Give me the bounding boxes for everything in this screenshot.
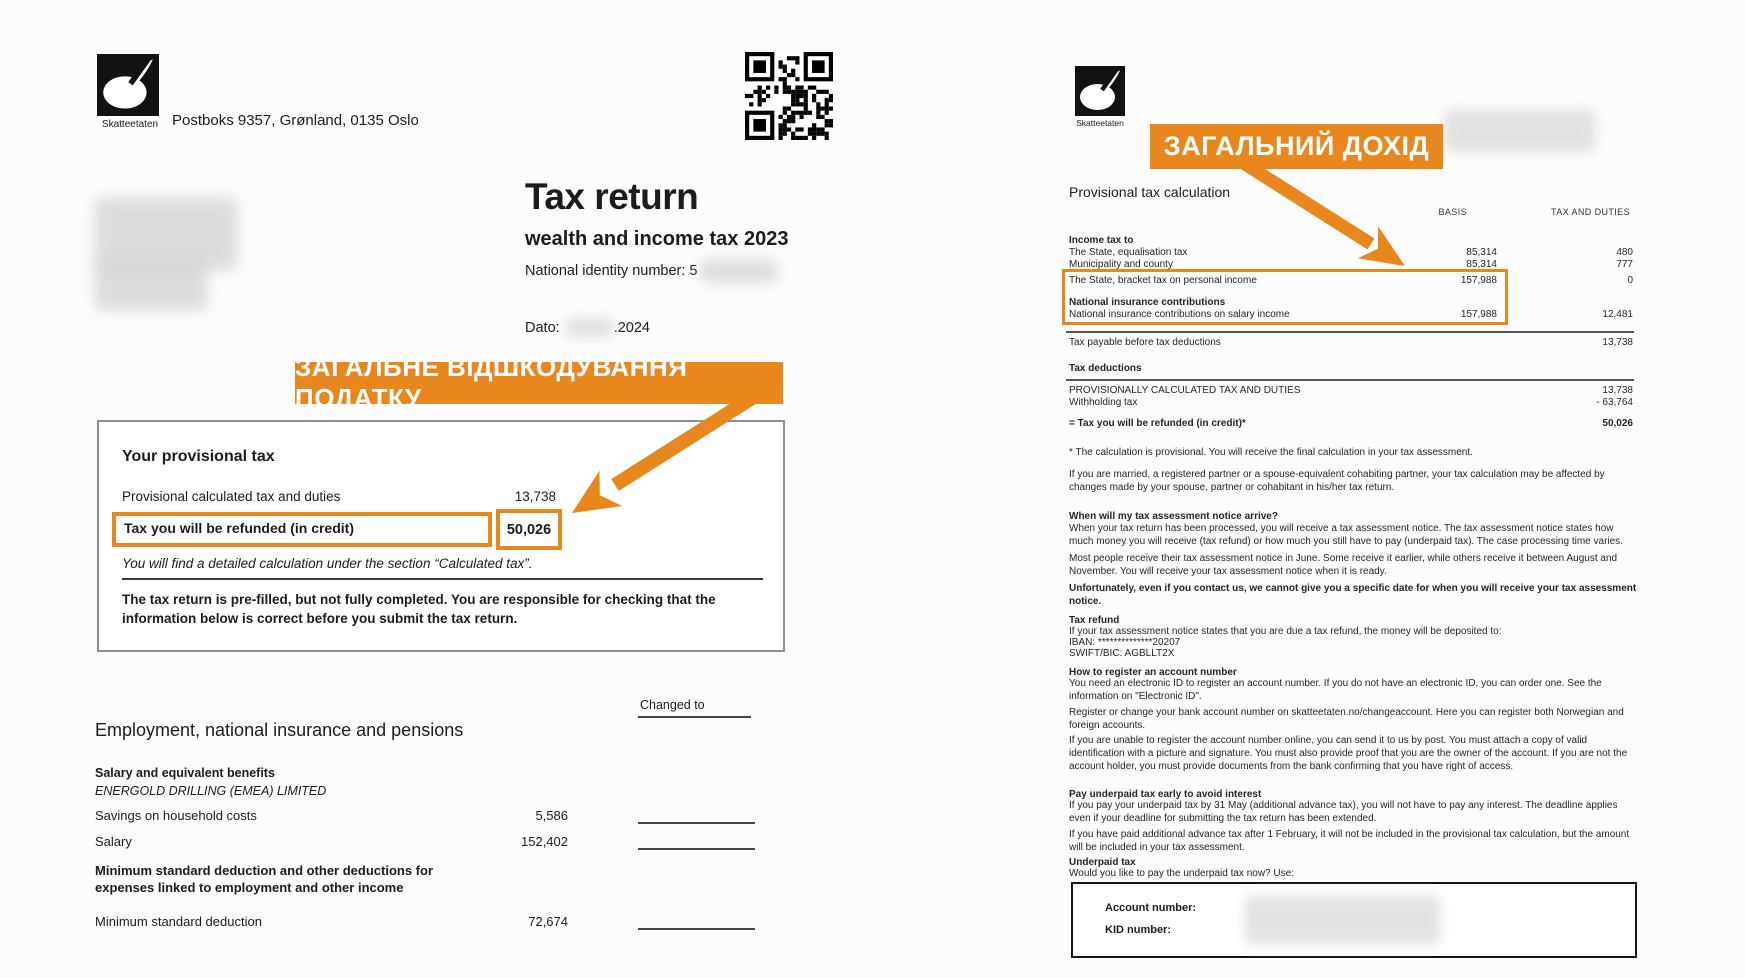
- income-highlight-box: [1062, 269, 1508, 325]
- calc-row-label: Withholding tax: [1069, 397, 1138, 408]
- logo-caption: Skatteetaten: [101, 119, 159, 130]
- divider: [122, 578, 763, 580]
- provisional-row1-label: Provisional calculated tax and duties: [122, 489, 341, 504]
- skatteetaten-logo-icon: [1075, 66, 1125, 116]
- employment-heading: Employment, national insurance and pensions: [95, 720, 464, 740]
- qr-code-icon: [745, 52, 833, 140]
- changed-to-line: [638, 928, 755, 930]
- column-header-tax-and-duties: TAX AND DUTIES: [1551, 207, 1630, 217]
- sender-address: Postboks 9357, Grønland, 0135 Oslo: [172, 112, 419, 129]
- employment-row-label: Salary: [95, 834, 132, 849]
- provisional-warning: The tax return is pre-filled, but not fully completed. You are responsible for checking that the information below is correct before you submit the tax return.: [122, 592, 716, 626]
- iban-line: IBAN: **************20207: [1069, 637, 1181, 648]
- date-label: Dato:: [525, 319, 560, 336]
- table-row-basis: 85,314: [1466, 247, 1497, 258]
- tax-deductions-heading: Tax deductions: [1069, 363, 1142, 374]
- calc-row-value: 13,738: [1602, 385, 1633, 396]
- redacted-account-values: [1245, 896, 1440, 944]
- register-heading: How to register an account number: [1069, 667, 1237, 678]
- table-row-label: National insurance contributions on salary income: [1069, 309, 1290, 320]
- refund-callout-label: ЗАГАЛЬНЕ ВІДШКОДУВАННЯ ПОДАТКУ: [295, 362, 783, 404]
- redacted-recipient-block-2: [95, 262, 207, 310]
- date-line: [525, 318, 650, 337]
- date-year: .2024: [613, 319, 650, 336]
- changed-to-underline: [638, 716, 751, 718]
- calculation-heading: Provisional tax calculation: [1069, 184, 1231, 200]
- divider: [1066, 379, 1634, 381]
- column-header-basis: BASIS: [1438, 207, 1467, 217]
- pay-early-paragraph-1: If you pay your underpaid tax by 31 May (additional advance tax), you will not have to pay any interest. The deadline applies even if your deadline for submitting the tax return has been extended.: [1069, 800, 1618, 824]
- register-paragraph-3: If you are unable to register the account number online, you can send it to us by post. You must attach a copy of valid identification with a picture and signature. You must also provide proof that you are the owner of the account. If you are not the account holder, you must provide documents from the bank confirming that you have right of access.: [1069, 735, 1628, 772]
- notice-paragraph-1: When your tax return has been processed, you will receive a tax assessment notice. The tax assessment notice states how much money you will receive (tax refund) or how much you still have to pay (underpaid tax). The case processing time varies.: [1069, 523, 1623, 547]
- changed-to-line: [638, 822, 755, 824]
- swift-line: SWIFT/BIC: AGBLLT2X: [1069, 648, 1175, 659]
- table-row-label: The State, equalisation tax: [1069, 247, 1188, 258]
- document-subtitle: wealth and income tax 2023: [525, 228, 789, 250]
- income-tax-heading: Income tax to: [1069, 235, 1134, 246]
- table-row-tax: 12,481: [1602, 309, 1633, 320]
- table-row-tax: 480: [1616, 247, 1633, 258]
- redacted-national-id: [700, 260, 777, 282]
- tax-payable-value: 13,738: [1602, 337, 1633, 348]
- refund-row-value: 50,026: [1602, 418, 1633, 429]
- income-callout-label: ЗАГАЛЬНИЙ ДОХІД: [1150, 124, 1443, 169]
- provisional-note: You will find a detailed calculation under the section “Calculated tax”.: [122, 556, 533, 571]
- redacted-date: [566, 318, 614, 337]
- table-row-basis: 157,988: [1460, 275, 1497, 286]
- table-row-label: Municipality and county: [1069, 259, 1173, 270]
- pay-early-paragraph-2: If you have paid additional advance tax after 1 February, it will not be included in the provisional tax calculation, but the amount will be included in your tax assessment.: [1069, 829, 1630, 853]
- pay-early-heading: Pay underpaid tax early to avoid interest: [1069, 789, 1262, 800]
- employer-name: ENERGOLD DRILLING (EMEA) LIMITED: [95, 784, 327, 798]
- document-title: Tax return: [525, 176, 699, 217]
- kid-number-label: KID number:: [1105, 924, 1171, 936]
- provisional-row2-value: 50,026: [506, 521, 552, 538]
- national-id-line: [525, 260, 777, 282]
- income-callout-arrow: [1235, 158, 1415, 276]
- employment-row-value: 5,586: [535, 808, 568, 823]
- national-id-label: National identity number: 5: [525, 263, 698, 279]
- underpaid-heading: Underpaid tax: [1069, 857, 1136, 868]
- table-row-tax: 777: [1616, 259, 1633, 270]
- provisional-row1-value: 13,738: [514, 489, 556, 504]
- underpaid-paragraph: Would you like to pay the underpaid tax now? Use:: [1069, 868, 1294, 879]
- married-paragraph: If you are married, a registered partner or a spouse-equivalent cohabiting partner, your tax calculation may be affected by changes made by your spouse, partner or cohabitant in his/her tax return.: [1069, 469, 1605, 493]
- table-row-basis: 157,988: [1460, 309, 1497, 320]
- register-paragraph-2: Register or change your bank account number on skatteetaten.no/changeaccount. Here you can register both Norwegian and foreign accounts.: [1069, 707, 1624, 731]
- deduction-row-value: 72,674: [528, 914, 568, 929]
- account-number-label: Account number:: [1105, 902, 1197, 914]
- redacted-header-block: [1445, 110, 1595, 152]
- logo-caption: Skatteetaten: [1076, 118, 1124, 128]
- changed-to-line: [638, 848, 755, 850]
- tax-refund-paragraph: If your tax assessment notice states that you are due a tax refund, the money will be deposited to:: [1069, 626, 1502, 637]
- divider: [1066, 331, 1634, 333]
- tax-payable-label: Tax payable before tax deductions: [1069, 337, 1221, 348]
- employment-row-value: 152,402: [521, 834, 568, 849]
- table-row-label: The State, bracket tax on personal income: [1069, 275, 1257, 286]
- provisional-row2-label: Tax you will be refunded (in credit): [124, 520, 354, 536]
- notice-heading: When will my tax assessment notice arrive?: [1069, 511, 1278, 522]
- tax-refund-heading: Tax refund: [1069, 615, 1120, 626]
- deduction-row-label: Minimum standard deduction: [95, 914, 262, 929]
- changed-to-header: Changed to: [640, 698, 705, 712]
- footnote: * The calculation is provisional. You will receive the final calculation in your tax assessment.: [1069, 447, 1473, 458]
- employment-row-label: Savings on household costs: [95, 808, 257, 823]
- notice-paragraph-2: Most people receive their tax assessment notice in June. Some receive it earlier, while others receive it between August and November. You will receive your tax assessment notice when it is ready.: [1069, 553, 1618, 577]
- register-paragraph-1: You need an electronic ID to register an account number. If you do not have an electronic ID, you can order one. See the information on "Electronic ID".: [1069, 678, 1602, 702]
- provisional-heading: Your provisional tax: [122, 448, 275, 465]
- notice-paragraph-3: Unfortunately, even if you contact us, we cannot give you a specific date for when you will receive your tax assessment notice.: [1069, 583, 1637, 607]
- calc-row-value: - 63,764: [1596, 397, 1633, 408]
- table-row-tax: 0: [1627, 275, 1633, 286]
- salary-group-heading: Salary and equivalent benefits: [95, 766, 275, 780]
- refund-row-label: = Tax you will be refunded (in credit)*: [1069, 418, 1246, 429]
- calc-row-label: PROVISIONALLY CALCULATED TAX AND DUTIES: [1069, 385, 1301, 396]
- skatteetaten-logo-icon: [97, 54, 159, 116]
- redacted-recipient-block: [95, 198, 237, 270]
- ni-heading: National insurance contributions: [1069, 297, 1226, 308]
- deduction-group-heading: Minimum standard deduction and other deductions for expenses linked to employment and other income: [95, 863, 434, 895]
- table-row-basis: 85,314: [1466, 259, 1497, 270]
